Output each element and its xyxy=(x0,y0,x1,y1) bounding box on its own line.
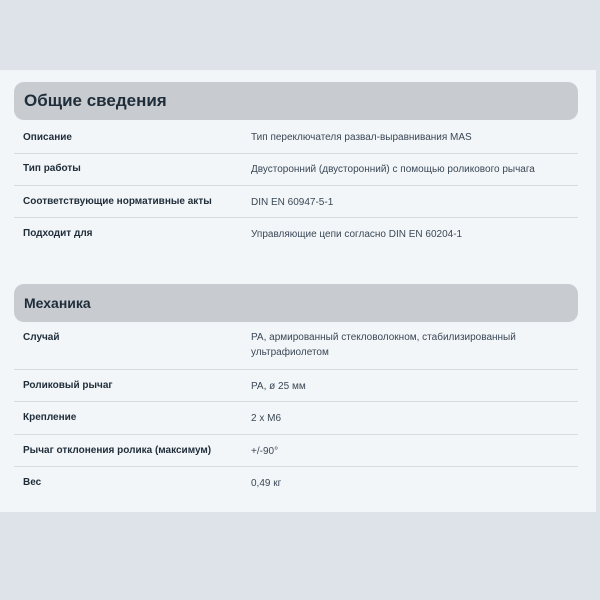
row-value: +/-90° xyxy=(251,446,279,457)
row-label: Соответствующие нормативные акты xyxy=(23,196,212,207)
row-label: Вес xyxy=(23,477,42,488)
spec-card xyxy=(0,70,596,512)
table-row xyxy=(14,467,578,501)
row-value: Двусторонний (двусторонний) с помощью роликового рычага xyxy=(251,164,535,175)
table-row xyxy=(14,402,578,435)
row-label: Подходит для xyxy=(23,228,93,239)
section-title: Механика xyxy=(24,295,91,311)
table-row xyxy=(14,186,578,218)
row-label: Описание xyxy=(23,132,72,143)
row-label: Случай xyxy=(23,332,60,343)
table-row xyxy=(14,435,578,467)
row-value: 2 x M6 xyxy=(251,413,282,424)
row-label: Тип работы xyxy=(23,163,81,174)
row-value: Тип переключателя развал-выравнивания MAS xyxy=(251,132,472,143)
row-value: PA, ø 25 мм xyxy=(251,381,306,392)
section-title: Общие сведения xyxy=(24,91,167,110)
row-value: Управляющие цепи согласно DIN EN 60204-1 xyxy=(251,229,463,240)
table-row xyxy=(14,370,578,402)
table-row xyxy=(14,124,578,154)
row-value: 0,49 кг xyxy=(251,478,282,489)
row-value: DIN EN 60947-5-1 xyxy=(251,197,334,208)
row-label: Крепление xyxy=(23,412,77,423)
row-label: Роликовый рычаг xyxy=(23,380,113,391)
section-header-general xyxy=(14,82,578,120)
section-header-mechanics xyxy=(14,284,578,322)
table-row xyxy=(14,154,578,186)
row-label: Рычаг отклонения ролика (максимум) xyxy=(23,445,212,456)
row-value: PA, армированный стекловолокном, стабилизированный ультрафиолетом xyxy=(251,332,516,358)
table-row xyxy=(14,218,578,252)
table-row xyxy=(14,326,578,370)
